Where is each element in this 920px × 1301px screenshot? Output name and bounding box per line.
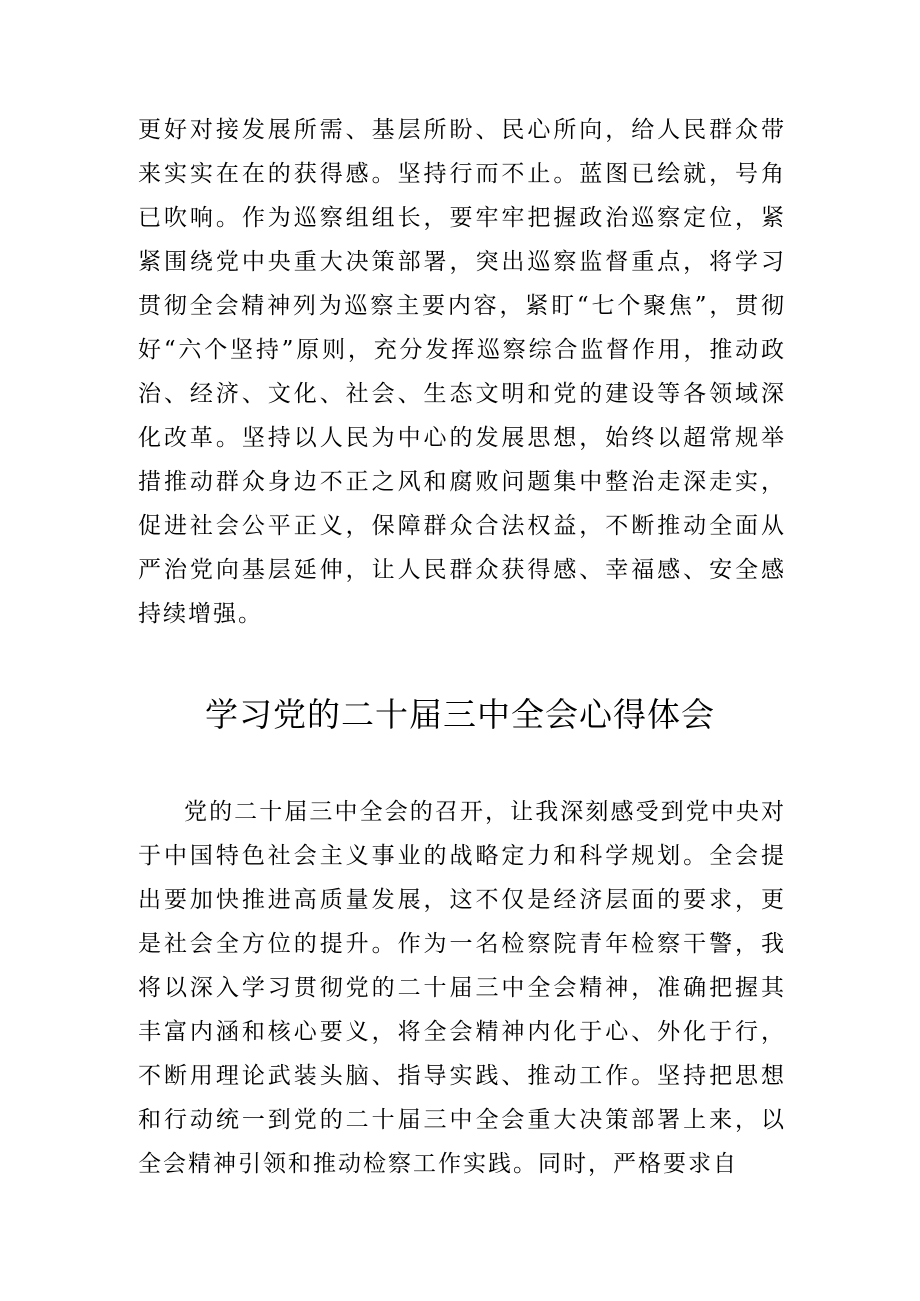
section-title: 学习党的二十届三中全会心得体会 (205, 695, 715, 734)
body-paragraph-new: 党的二十届三中全会的召开，让我深刻感受到党中央对于中国特色社会主义事业的战略定力和科学规划。全会提出要加快推进高质量发展，这不仅是经济层面的要求，更是社会全方位的提升。作为一名检察院青年检察干警，我将以深入学习贯彻党的二十届三中全会精神，准确把握其丰富内涵和核心要义，将全会精神内化于心、外化于行，不断用理论武装头脑、指导实践、推动工作。坚持把思想和行动统一到党的二十届三中全会重大决策部署上来，以全会精神引领和推动检察工作实践。同时，严格要求自 (138, 799, 786, 1177)
body-paragraph-continued: 更好对接发展所需、基层所盼、民心所向，给人民群众带来实实在在的获得感。坚持行而不止。蓝图已绘就，号角已吹响。作为巡察组组长，要牢牢把握政治巡察定位，紧紧围绕党中央重大决策部署，突出巡察监督重点，将学习贯彻全会精神列为巡察主要内容，紧盯“七个聚焦”，贯彻好“六个坚持”原则，充分发挥巡察综合监督作用，推动政治、经济、文化、社会、生态文明和党的建设等各领域深化改革。坚持以人民为中心的发展思想，始终以超常规举措推动群众身边不正之风和腐败问题集中整治走深走实，促进社会公平正义，保障群众合法权益，不断推动全面从严治党向基层延伸，让人民群众获得感、幸福感、安全感持续增强。 (138, 117, 786, 627)
